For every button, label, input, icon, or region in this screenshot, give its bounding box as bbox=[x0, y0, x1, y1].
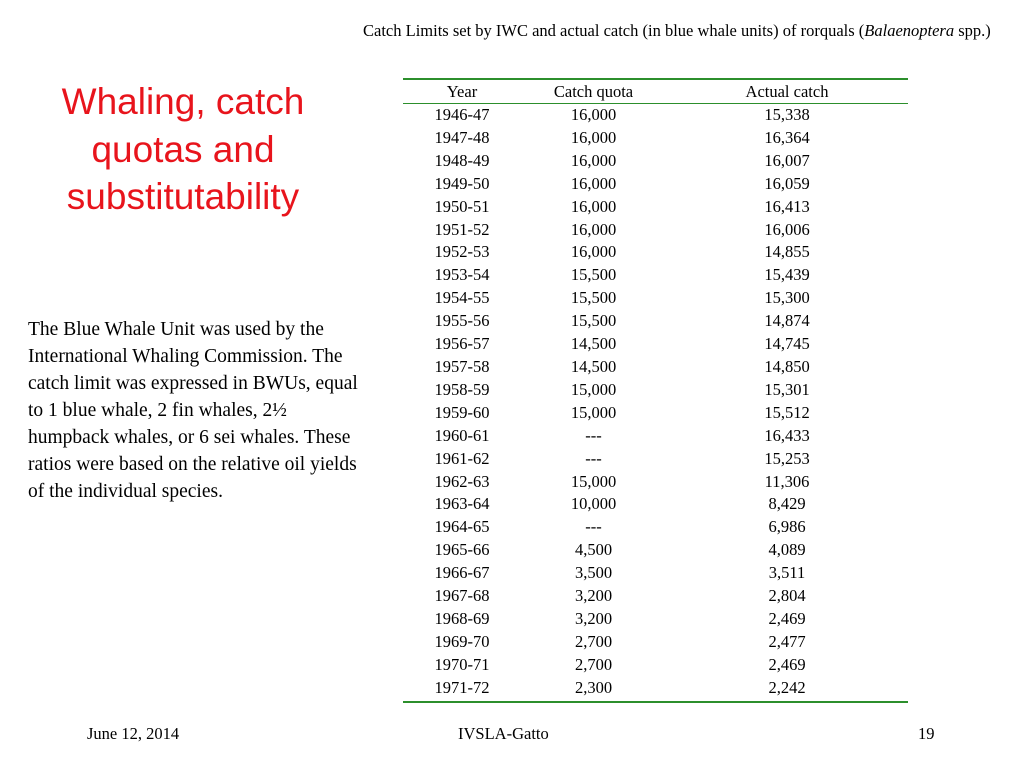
cell-catch-quota: 16,000 bbox=[570, 173, 617, 193]
cell-year: 1957-58 bbox=[434, 356, 490, 376]
table-row bbox=[403, 173, 908, 196]
table-caption bbox=[363, 19, 1003, 42]
table-row bbox=[403, 241, 908, 264]
table-row bbox=[403, 448, 908, 471]
cell-catch-quota: 16,000 bbox=[570, 196, 617, 216]
table-header-row bbox=[403, 80, 908, 103]
cell-actual-catch: 14,855 bbox=[764, 242, 810, 262]
cell-year: 1949-50 bbox=[434, 173, 490, 193]
cell-actual-catch: 2,477 bbox=[768, 631, 806, 651]
table-row bbox=[403, 379, 908, 402]
table-row bbox=[403, 196, 908, 219]
cell-catch-quota: 15,500 bbox=[570, 265, 617, 285]
cell-year: 1959-60 bbox=[434, 402, 490, 422]
cell-actual-catch: 16,413 bbox=[764, 196, 810, 216]
cell-year: 1971-72 bbox=[434, 677, 490, 697]
cell-actual-catch: 16,059 bbox=[764, 173, 810, 193]
cell-actual-catch: 2,469 bbox=[768, 654, 806, 674]
cell-year: 1962-63 bbox=[434, 471, 490, 491]
cell-year: 1967-68 bbox=[434, 586, 490, 606]
cell-actual-catch: 2,242 bbox=[768, 677, 806, 697]
cell-year: 1952-53 bbox=[434, 242, 490, 262]
cell-catch-quota: 15,000 bbox=[570, 471, 617, 491]
cell-catch-quota: 16,000 bbox=[570, 219, 617, 239]
table-row bbox=[403, 471, 908, 494]
table-row bbox=[403, 585, 908, 608]
cell-catch-quota: 4,500 bbox=[574, 540, 613, 560]
table-row bbox=[403, 333, 908, 356]
cell-catch-quota: 16,000 bbox=[570, 150, 617, 170]
cell-year: 1960-61 bbox=[434, 425, 490, 445]
table-row bbox=[403, 127, 908, 150]
cell-catch-quota: 3,500 bbox=[574, 563, 613, 583]
cell-actual-catch: 15,338 bbox=[764, 105, 810, 124]
cell-catch-quota: 14,500 bbox=[570, 334, 617, 354]
cell-catch-quota: 2,700 bbox=[574, 654, 613, 674]
cell-actual-catch: 15,439 bbox=[764, 265, 810, 285]
cell-actual-catch: 14,745 bbox=[764, 334, 810, 354]
cell-year: 1969-70 bbox=[434, 631, 490, 651]
cell-actual-catch: 2,804 bbox=[768, 586, 806, 606]
cell-year: 1958-59 bbox=[434, 379, 490, 399]
cell-actual-catch: 2,469 bbox=[768, 608, 806, 628]
body-paragraph: The Blue Whale Unit was used by the International Whaling Commission. The catch limit was expressed in BWUs, equal to 1 blue whale, 2 fin whales, 2½ humpback whales, or 6 sei whales. These ratios were based on the relative oil yields of the individual species. bbox=[28, 319, 358, 502]
cell-year: 1951-52 bbox=[434, 219, 490, 239]
slide-title bbox=[18, 78, 348, 221]
cell-year: 1953-54 bbox=[434, 265, 490, 285]
cell-year: 1961-62 bbox=[434, 448, 490, 468]
cell-catch-quota: --- bbox=[585, 517, 602, 537]
cell-catch-quota: 2,700 bbox=[574, 631, 613, 651]
cell-actual-catch: 3,511 bbox=[768, 563, 806, 583]
table-row bbox=[403, 310, 908, 333]
table-row bbox=[403, 677, 908, 700]
cell-actual-catch: 15,301 bbox=[764, 379, 810, 399]
cell-catch-quota: 15,000 bbox=[570, 379, 617, 399]
catch-table-body bbox=[403, 104, 908, 700]
cell-actual-catch: 15,253 bbox=[764, 448, 810, 468]
table-bottom-rule bbox=[403, 701, 908, 703]
table-row bbox=[403, 150, 908, 173]
cell-actual-catch: 16,364 bbox=[764, 127, 810, 147]
cell-catch-quota: 15,500 bbox=[570, 311, 617, 331]
cell-year: 1948-49 bbox=[434, 150, 490, 170]
table-row bbox=[403, 493, 908, 516]
table-row bbox=[403, 219, 908, 242]
slide-title-line: Whaling, catch bbox=[61, 81, 305, 122]
cell-actual-catch: 16,006 bbox=[764, 219, 810, 239]
cell-catch-quota: 15,500 bbox=[570, 288, 617, 308]
cell-actual-catch: 14,850 bbox=[764, 356, 810, 376]
table-row bbox=[403, 631, 908, 654]
table-row bbox=[403, 425, 908, 448]
table-row bbox=[403, 608, 908, 631]
catch-table bbox=[403, 80, 908, 103]
cell-catch-quota: 2,300 bbox=[574, 677, 613, 697]
table-row bbox=[403, 264, 908, 287]
cell-actual-catch: 6,986 bbox=[768, 517, 806, 537]
cell-year: 1963-64 bbox=[434, 494, 490, 514]
cell-year: 1955-56 bbox=[434, 311, 490, 331]
cell-actual-catch: 11,306 bbox=[764, 471, 810, 491]
cell-year: 1965-66 bbox=[434, 540, 490, 560]
cell-catch-quota: 10,000 bbox=[570, 494, 617, 514]
table-row bbox=[403, 516, 908, 539]
cell-year: 1968-69 bbox=[434, 608, 490, 628]
cell-catch-quota: 3,200 bbox=[574, 608, 613, 628]
table-row bbox=[403, 402, 908, 425]
footer-center: IVSLA-Gatto bbox=[458, 724, 549, 743]
table-row bbox=[403, 654, 908, 677]
cell-actual-catch: 15,512 bbox=[764, 402, 810, 422]
table-row bbox=[403, 539, 908, 562]
cell-catch-quota: 15,000 bbox=[570, 402, 617, 422]
catch-table-container bbox=[403, 78, 908, 703]
cell-actual-catch: 15,300 bbox=[764, 288, 810, 308]
slide-title-line: quotas and bbox=[91, 128, 275, 170]
cell-actual-catch: 16,433 bbox=[764, 425, 810, 445]
cell-actual-catch: 16,007 bbox=[764, 150, 810, 170]
cell-year: 1964-65 bbox=[434, 517, 490, 537]
cell-catch-quota: 16,000 bbox=[570, 242, 617, 262]
cell-actual-catch: 4,089 bbox=[768, 540, 806, 560]
cell-catch-quota: 14,500 bbox=[570, 356, 617, 376]
table-row bbox=[403, 562, 908, 585]
cell-year: 1954-55 bbox=[434, 288, 490, 308]
cell-year: 1947-48 bbox=[434, 127, 490, 147]
table-row bbox=[403, 104, 908, 127]
footer-date: June 12, 2014 bbox=[87, 724, 180, 743]
cell-year: 1950-51 bbox=[434, 196, 490, 216]
cell-catch-quota: 3,200 bbox=[574, 586, 613, 606]
table-row bbox=[403, 356, 908, 379]
header-year: Year bbox=[446, 82, 478, 101]
cell-actual-catch: 14,874 bbox=[764, 311, 810, 331]
caption-italic-genus: Balaenoptera bbox=[864, 21, 955, 40]
cell-actual-catch: 8,429 bbox=[768, 494, 806, 514]
header-actual-catch: Actual catch bbox=[745, 82, 829, 101]
cell-catch-quota: 16,000 bbox=[570, 127, 617, 147]
cell-year: 1970-71 bbox=[434, 654, 490, 674]
cell-year: 1956-57 bbox=[434, 334, 490, 354]
footer-page-number: 19 bbox=[918, 724, 935, 743]
caption-suffix: spp.) bbox=[954, 21, 991, 40]
cell-catch-quota: 16,000 bbox=[570, 105, 617, 124]
header-catch-quota: Catch quota bbox=[553, 82, 634, 101]
slide-title-line: substitutability bbox=[66, 176, 300, 218]
caption-text: Catch Limits set by IWC and actual catch (in blue whale units) of rorquals ( bbox=[363, 21, 865, 40]
cell-catch-quota: --- bbox=[585, 448, 602, 468]
table-row bbox=[403, 287, 908, 310]
cell-year: 1946-47 bbox=[434, 105, 490, 124]
cell-catch-quota: --- bbox=[585, 425, 602, 445]
cell-year: 1966-67 bbox=[434, 563, 490, 583]
